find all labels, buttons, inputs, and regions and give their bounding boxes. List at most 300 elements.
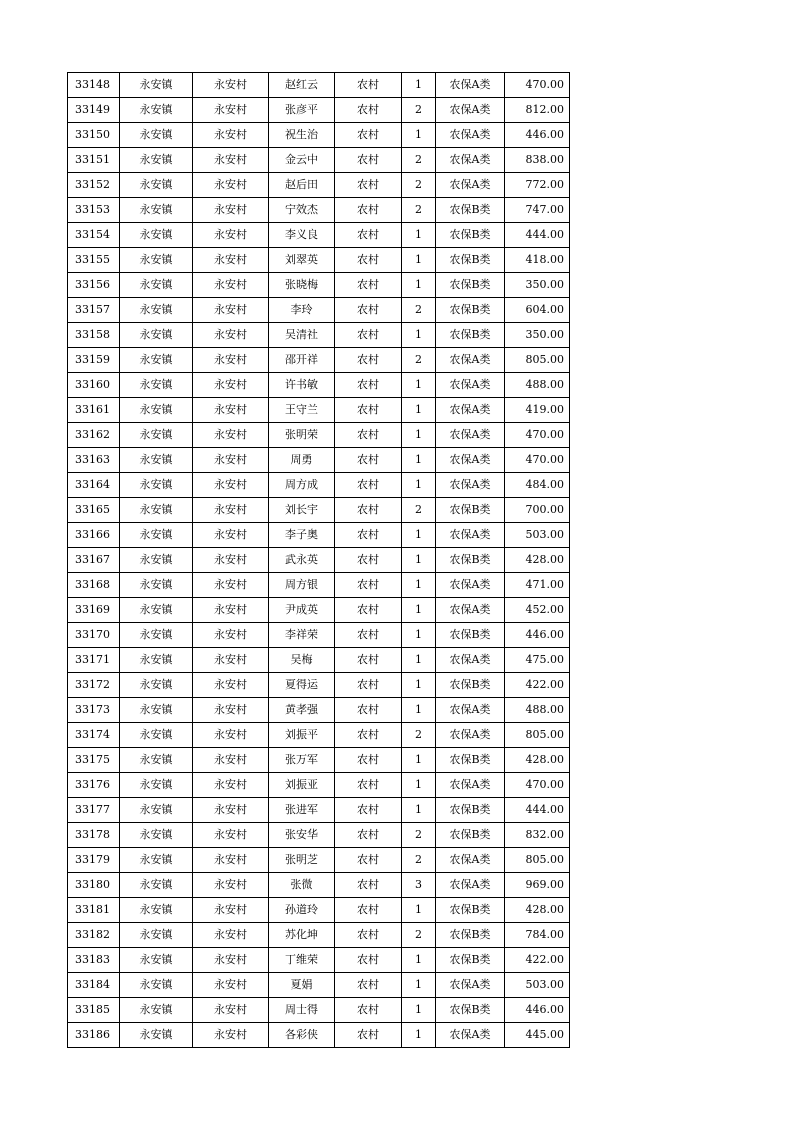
town-cell: 永安镇 — [120, 848, 193, 873]
area-type-cell: 农村 — [335, 998, 402, 1023]
area-type-cell: 农村 — [335, 798, 402, 823]
name-cell: 祝生治 — [269, 123, 335, 148]
table-row — [68, 698, 570, 723]
record-id-cell: 33178 — [68, 823, 120, 848]
area-type-cell: 农村 — [335, 873, 402, 898]
town-cell: 永安镇 — [120, 423, 193, 448]
village-cell: 永安村 — [193, 273, 269, 298]
town-cell: 永安镇 — [120, 623, 193, 648]
insurance-category-cell: 农保A类 — [436, 123, 505, 148]
amount-cell: 419.00 — [505, 398, 570, 423]
area-type-cell: 农村 — [335, 848, 402, 873]
household-count-cell: 1 — [402, 123, 436, 148]
table-row — [68, 898, 570, 923]
town-cell: 永安镇 — [120, 648, 193, 673]
record-id-cell: 33156 — [68, 273, 120, 298]
record-id-cell: 33163 — [68, 448, 120, 473]
insurance-category-cell: 农保B类 — [436, 623, 505, 648]
table-row — [68, 173, 570, 198]
town-cell: 永安镇 — [120, 698, 193, 723]
table-row — [68, 548, 570, 573]
record-id-cell: 33152 — [68, 173, 120, 198]
insurance-category-cell: 农保A类 — [436, 523, 505, 548]
insurance-category-cell: 农保A类 — [436, 873, 505, 898]
village-cell: 永安村 — [193, 348, 269, 373]
area-type-cell: 农村 — [335, 323, 402, 348]
name-cell: 李玲 — [269, 298, 335, 323]
name-cell: 张万军 — [269, 748, 335, 773]
record-id-cell: 33164 — [68, 473, 120, 498]
amount-cell: 805.00 — [505, 723, 570, 748]
village-cell: 永安村 — [193, 298, 269, 323]
table-row — [68, 448, 570, 473]
area-type-cell: 农村 — [335, 348, 402, 373]
village-cell: 永安村 — [193, 398, 269, 423]
household-count-cell: 2 — [402, 348, 436, 373]
town-cell: 永安镇 — [120, 598, 193, 623]
town-cell: 永安镇 — [120, 198, 193, 223]
amount-cell: 422.00 — [505, 673, 570, 698]
table-row — [68, 823, 570, 848]
town-cell: 永安镇 — [120, 498, 193, 523]
amount-cell: 503.00 — [505, 973, 570, 998]
amount-cell: 503.00 — [505, 523, 570, 548]
household-count-cell: 1 — [402, 898, 436, 923]
record-id-cell: 33150 — [68, 123, 120, 148]
name-cell: 吴清社 — [269, 323, 335, 348]
village-cell: 永安村 — [193, 448, 269, 473]
town-cell: 永安镇 — [120, 548, 193, 573]
village-cell: 永安村 — [193, 1023, 269, 1048]
table-row — [68, 873, 570, 898]
village-cell: 永安村 — [193, 948, 269, 973]
amount-cell: 747.00 — [505, 198, 570, 223]
table-row — [68, 598, 570, 623]
name-cell: 李子奥 — [269, 523, 335, 548]
record-id-cell: 33155 — [68, 248, 120, 273]
village-cell: 永安村 — [193, 473, 269, 498]
village-cell: 永安村 — [193, 73, 269, 98]
insurance-category-cell: 农保A类 — [436, 848, 505, 873]
household-count-cell: 1 — [402, 448, 436, 473]
name-cell: 李祥荣 — [269, 623, 335, 648]
household-count-cell: 2 — [402, 198, 436, 223]
area-type-cell: 农村 — [335, 898, 402, 923]
amount-cell: 428.00 — [505, 898, 570, 923]
village-cell: 永安村 — [193, 498, 269, 523]
amount-cell: 444.00 — [505, 223, 570, 248]
name-cell: 李义良 — [269, 223, 335, 248]
town-cell: 永安镇 — [120, 348, 193, 373]
area-type-cell: 农村 — [335, 373, 402, 398]
area-type-cell: 农村 — [335, 73, 402, 98]
household-count-cell: 1 — [402, 748, 436, 773]
record-id-cell: 33168 — [68, 573, 120, 598]
household-count-cell: 1 — [402, 573, 436, 598]
table-row — [68, 1023, 570, 1048]
village-cell: 永安村 — [193, 823, 269, 848]
insurance-category-cell: 农保B类 — [436, 498, 505, 523]
insurance-category-cell: 农保A类 — [436, 398, 505, 423]
insurance-category-cell: 农保A类 — [436, 448, 505, 473]
town-cell: 永安镇 — [120, 873, 193, 898]
amount-cell: 446.00 — [505, 123, 570, 148]
insurance-category-cell: 农保B类 — [436, 273, 505, 298]
record-id-cell: 33170 — [68, 623, 120, 648]
insurance-category-cell: 农保A类 — [436, 648, 505, 673]
village-cell: 永安村 — [193, 773, 269, 798]
record-id-cell: 33185 — [68, 998, 120, 1023]
amount-cell: 805.00 — [505, 848, 570, 873]
town-cell: 永安镇 — [120, 973, 193, 998]
record-id-cell: 33160 — [68, 373, 120, 398]
household-count-cell: 1 — [402, 398, 436, 423]
record-id-cell: 33148 — [68, 73, 120, 98]
amount-cell: 446.00 — [505, 623, 570, 648]
insurance-category-cell: 农保A类 — [436, 373, 505, 398]
amount-cell: 604.00 — [505, 298, 570, 323]
name-cell: 宁效杰 — [269, 198, 335, 223]
area-type-cell: 农村 — [335, 423, 402, 448]
town-cell: 永安镇 — [120, 373, 193, 398]
record-id-cell: 33171 — [68, 648, 120, 673]
village-cell: 永安村 — [193, 873, 269, 898]
record-id-cell: 33180 — [68, 873, 120, 898]
record-id-cell: 33151 — [68, 148, 120, 173]
village-cell: 永安村 — [193, 698, 269, 723]
table-row — [68, 373, 570, 398]
record-id-cell: 33161 — [68, 398, 120, 423]
village-cell: 永安村 — [193, 573, 269, 598]
area-type-cell: 农村 — [335, 123, 402, 148]
amount-cell: 700.00 — [505, 498, 570, 523]
record-id-cell: 33173 — [68, 698, 120, 723]
area-type-cell: 农村 — [335, 823, 402, 848]
name-cell: 张彦平 — [269, 98, 335, 123]
town-cell: 永安镇 — [120, 123, 193, 148]
record-id-cell: 33181 — [68, 898, 120, 923]
village-cell: 永安村 — [193, 648, 269, 673]
table-row — [68, 73, 570, 98]
table-row — [68, 798, 570, 823]
village-cell: 永安村 — [193, 548, 269, 573]
insurance-category-cell: 农保B类 — [436, 298, 505, 323]
record-id-cell: 33175 — [68, 748, 120, 773]
town-cell: 永安镇 — [120, 673, 193, 698]
table-row — [68, 198, 570, 223]
area-type-cell: 农村 — [335, 198, 402, 223]
amount-cell: 838.00 — [505, 148, 570, 173]
amount-cell: 470.00 — [505, 73, 570, 98]
village-cell: 永安村 — [193, 223, 269, 248]
record-id-cell: 33169 — [68, 598, 120, 623]
insurance-category-cell: 农保A类 — [436, 98, 505, 123]
insurance-category-cell: 农保A类 — [436, 698, 505, 723]
household-count-cell: 1 — [402, 523, 436, 548]
amount-cell: 969.00 — [505, 873, 570, 898]
table-row — [68, 148, 570, 173]
insurance-category-cell: 农保A类 — [436, 973, 505, 998]
area-type-cell: 农村 — [335, 648, 402, 673]
amount-cell: 470.00 — [505, 448, 570, 473]
household-count-cell: 1 — [402, 598, 436, 623]
record-id-cell: 33158 — [68, 323, 120, 348]
amount-cell: 452.00 — [505, 598, 570, 623]
name-cell: 吴梅 — [269, 648, 335, 673]
name-cell: 丁维荣 — [269, 948, 335, 973]
area-type-cell: 农村 — [335, 398, 402, 423]
village-cell: 永安村 — [193, 248, 269, 273]
household-count-cell: 2 — [402, 498, 436, 523]
table-row — [68, 398, 570, 423]
table-body — [68, 73, 570, 1048]
town-cell: 永安镇 — [120, 248, 193, 273]
household-count-cell: 1 — [402, 248, 436, 273]
name-cell: 刘翠英 — [269, 248, 335, 273]
table-row — [68, 573, 570, 598]
insurance-category-cell: 农保A类 — [436, 598, 505, 623]
town-cell: 永安镇 — [120, 723, 193, 748]
table-row — [68, 998, 570, 1023]
household-count-cell: 2 — [402, 923, 436, 948]
town-cell: 永安镇 — [120, 73, 193, 98]
insurance-category-cell: 农保A类 — [436, 73, 505, 98]
name-cell: 夏娟 — [269, 973, 335, 998]
area-type-cell: 农村 — [335, 248, 402, 273]
amount-cell: 805.00 — [505, 348, 570, 373]
area-type-cell: 农村 — [335, 148, 402, 173]
record-id-cell: 33159 — [68, 348, 120, 373]
name-cell: 黄孝强 — [269, 698, 335, 723]
table-row — [68, 423, 570, 448]
amount-cell: 428.00 — [505, 748, 570, 773]
area-type-cell: 农村 — [335, 523, 402, 548]
town-cell: 永安镇 — [120, 823, 193, 848]
record-id-cell: 33157 — [68, 298, 120, 323]
village-cell: 永安村 — [193, 723, 269, 748]
town-cell: 永安镇 — [120, 948, 193, 973]
table-row — [68, 923, 570, 948]
area-type-cell: 农村 — [335, 473, 402, 498]
table-row — [68, 673, 570, 698]
town-cell: 永安镇 — [120, 273, 193, 298]
household-count-cell: 2 — [402, 848, 436, 873]
amount-cell: 784.00 — [505, 923, 570, 948]
area-type-cell: 农村 — [335, 723, 402, 748]
area-type-cell: 农村 — [335, 498, 402, 523]
household-count-cell: 2 — [402, 823, 436, 848]
name-cell: 刘振亚 — [269, 773, 335, 798]
table-row — [68, 748, 570, 773]
household-count-cell: 1 — [402, 323, 436, 348]
town-cell: 永安镇 — [120, 473, 193, 498]
household-count-cell: 1 — [402, 623, 436, 648]
data-table — [67, 72, 570, 1048]
household-count-cell: 1 — [402, 223, 436, 248]
insurance-category-cell: 农保B类 — [436, 823, 505, 848]
area-type-cell: 农村 — [335, 673, 402, 698]
town-cell: 永安镇 — [120, 173, 193, 198]
household-count-cell: 2 — [402, 173, 436, 198]
insurance-category-cell: 农保B类 — [436, 748, 505, 773]
record-id-cell: 33153 — [68, 198, 120, 223]
household-count-cell: 2 — [402, 298, 436, 323]
record-id-cell: 33166 — [68, 523, 120, 548]
household-count-cell: 2 — [402, 98, 436, 123]
record-id-cell: 33184 — [68, 973, 120, 998]
name-cell: 尹成英 — [269, 598, 335, 623]
area-type-cell: 农村 — [335, 973, 402, 998]
record-id-cell: 33177 — [68, 798, 120, 823]
amount-cell: 471.00 — [505, 573, 570, 598]
town-cell: 永安镇 — [120, 398, 193, 423]
name-cell: 张微 — [269, 873, 335, 898]
village-cell: 永安村 — [193, 373, 269, 398]
amount-cell: 428.00 — [505, 548, 570, 573]
household-count-cell: 2 — [402, 723, 436, 748]
name-cell: 赵后田 — [269, 173, 335, 198]
insurance-category-cell: 农保B类 — [436, 923, 505, 948]
amount-cell: 444.00 — [505, 798, 570, 823]
insurance-category-cell: 农保A类 — [436, 1023, 505, 1048]
town-cell: 永安镇 — [120, 1023, 193, 1048]
record-id-cell: 33167 — [68, 548, 120, 573]
amount-cell: 350.00 — [505, 323, 570, 348]
record-id-cell: 33149 — [68, 98, 120, 123]
town-cell: 永安镇 — [120, 523, 193, 548]
area-type-cell: 农村 — [335, 598, 402, 623]
table-row — [68, 723, 570, 748]
insurance-category-cell: 农保A类 — [436, 773, 505, 798]
area-type-cell: 农村 — [335, 173, 402, 198]
table-row — [68, 848, 570, 873]
amount-cell: 475.00 — [505, 648, 570, 673]
table-row — [68, 523, 570, 548]
name-cell: 各彩侠 — [269, 1023, 335, 1048]
insurance-category-cell: 农保B类 — [436, 223, 505, 248]
area-type-cell: 农村 — [335, 298, 402, 323]
area-type-cell: 农村 — [335, 448, 402, 473]
amount-cell: 470.00 — [505, 773, 570, 798]
insurance-category-cell: 农保A类 — [436, 173, 505, 198]
name-cell: 许书敏 — [269, 373, 335, 398]
name-cell: 苏化坤 — [269, 923, 335, 948]
village-cell: 永安村 — [193, 998, 269, 1023]
village-cell: 永安村 — [193, 123, 269, 148]
town-cell: 永安镇 — [120, 448, 193, 473]
table-row — [68, 298, 570, 323]
amount-cell: 445.00 — [505, 1023, 570, 1048]
village-cell: 永安村 — [193, 748, 269, 773]
record-id-cell: 33176 — [68, 773, 120, 798]
insurance-category-cell: 农保A类 — [436, 473, 505, 498]
village-cell: 永安村 — [193, 148, 269, 173]
village-cell: 永安村 — [193, 898, 269, 923]
amount-cell: 488.00 — [505, 698, 570, 723]
town-cell: 永安镇 — [120, 98, 193, 123]
insurance-category-cell: 农保B类 — [436, 948, 505, 973]
table-row — [68, 648, 570, 673]
record-id-cell: 33165 — [68, 498, 120, 523]
amount-cell: 470.00 — [505, 423, 570, 448]
name-cell: 王守兰 — [269, 398, 335, 423]
household-count-cell: 1 — [402, 373, 436, 398]
insurance-category-cell: 农保A类 — [436, 573, 505, 598]
name-cell: 刘振平 — [269, 723, 335, 748]
name-cell: 周方成 — [269, 473, 335, 498]
record-id-cell: 33183 — [68, 948, 120, 973]
table-row — [68, 123, 570, 148]
insurance-category-cell: 农保B类 — [436, 798, 505, 823]
amount-cell: 422.00 — [505, 948, 570, 973]
village-cell: 永安村 — [193, 323, 269, 348]
table-row — [68, 973, 570, 998]
table-row — [68, 498, 570, 523]
area-type-cell: 农村 — [335, 548, 402, 573]
town-cell: 永安镇 — [120, 323, 193, 348]
household-count-cell: 1 — [402, 473, 436, 498]
area-type-cell: 农村 — [335, 698, 402, 723]
town-cell: 永安镇 — [120, 998, 193, 1023]
household-count-cell: 1 — [402, 673, 436, 698]
area-type-cell: 农村 — [335, 748, 402, 773]
insurance-category-cell: 农保B类 — [436, 898, 505, 923]
household-count-cell: 1 — [402, 773, 436, 798]
table-row — [68, 348, 570, 373]
name-cell: 刘长宇 — [269, 498, 335, 523]
household-count-cell: 1 — [402, 423, 436, 448]
household-count-cell: 2 — [402, 148, 436, 173]
record-id-cell: 33162 — [68, 423, 120, 448]
household-count-cell: 1 — [402, 1023, 436, 1048]
area-type-cell: 农村 — [335, 923, 402, 948]
household-count-cell: 1 — [402, 73, 436, 98]
town-cell: 永安镇 — [120, 223, 193, 248]
village-cell: 永安村 — [193, 673, 269, 698]
name-cell: 邵开祥 — [269, 348, 335, 373]
record-id-cell: 33182 — [68, 923, 120, 948]
household-count-cell: 1 — [402, 698, 436, 723]
table-row — [68, 473, 570, 498]
insurance-category-cell: 农保A类 — [436, 423, 505, 448]
name-cell: 周勇 — [269, 448, 335, 473]
insurance-category-cell: 农保A类 — [436, 148, 505, 173]
amount-cell: 350.00 — [505, 273, 570, 298]
village-cell: 永安村 — [193, 848, 269, 873]
area-type-cell: 农村 — [335, 273, 402, 298]
village-cell: 永安村 — [193, 798, 269, 823]
town-cell: 永安镇 — [120, 923, 193, 948]
table-row — [68, 273, 570, 298]
insurance-category-cell: 农保B类 — [436, 198, 505, 223]
household-count-cell: 1 — [402, 273, 436, 298]
town-cell: 永安镇 — [120, 898, 193, 923]
household-count-cell: 1 — [402, 798, 436, 823]
table-row — [68, 773, 570, 798]
record-id-cell: 33154 — [68, 223, 120, 248]
household-count-cell: 1 — [402, 998, 436, 1023]
name-cell: 赵红云 — [269, 73, 335, 98]
name-cell: 周士得 — [269, 998, 335, 1023]
name-cell: 金云中 — [269, 148, 335, 173]
area-type-cell: 农村 — [335, 623, 402, 648]
area-type-cell: 农村 — [335, 1023, 402, 1048]
insurance-category-cell: 农保B类 — [436, 248, 505, 273]
village-cell: 永安村 — [193, 523, 269, 548]
name-cell: 武永英 — [269, 548, 335, 573]
area-type-cell: 农村 — [335, 948, 402, 973]
household-count-cell: 3 — [402, 873, 436, 898]
